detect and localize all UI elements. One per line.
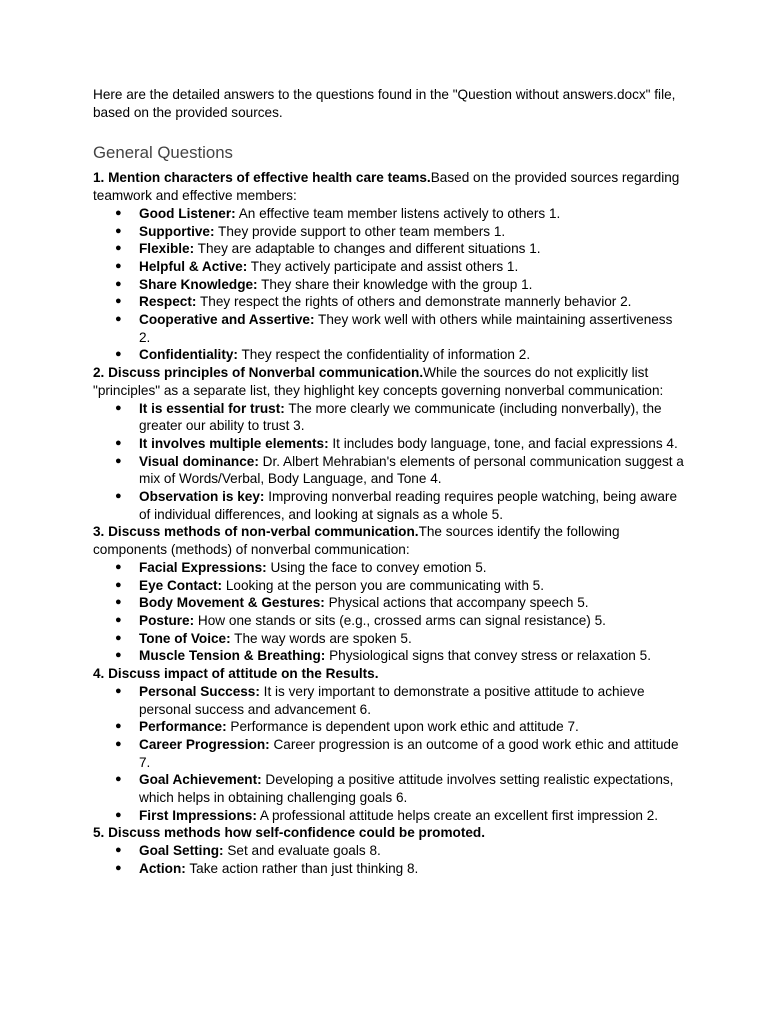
bullet-icon: ● xyxy=(115,277,122,290)
item-term: Supportive: xyxy=(139,223,215,239)
item-description: They share their knowledge with the group 1. xyxy=(257,276,533,292)
list-item xyxy=(115,683,685,718)
item-term: Share Knowledge: xyxy=(139,276,258,292)
item-description: It is very important to demonstrate a positive attitude to achieve personal success and advancement 6. xyxy=(139,683,645,717)
list-item xyxy=(115,400,685,435)
answer-list xyxy=(93,683,685,825)
list-item xyxy=(115,488,685,523)
item-term: Confidentiality: xyxy=(139,347,238,363)
list-item xyxy=(115,346,685,364)
item-description: How one stands or sits (e.g., crossed arms can signal resistance) 5. xyxy=(194,612,606,628)
item-term: Flexible: xyxy=(139,241,195,257)
bullet-icon: ● xyxy=(115,737,122,750)
bullet-icon: ● xyxy=(115,773,122,786)
bullet-icon: ● xyxy=(115,259,122,272)
item-term: Respect: xyxy=(139,294,197,310)
list-item xyxy=(115,223,685,241)
answer-list xyxy=(93,559,685,665)
bullet-icon: ● xyxy=(115,242,122,255)
bullet-icon: ● xyxy=(115,348,122,361)
list-item xyxy=(115,276,685,294)
item-description: Set and evaluate goals 8. xyxy=(223,843,381,859)
item-description: Developing a positive attitude involves setting realistic expectations, which helps in obtaining challenging goals 6. xyxy=(139,772,674,806)
item-description: It includes body language, tone, and facial expressions 4. xyxy=(328,435,678,451)
item-term: Posture: xyxy=(139,612,195,628)
bullet-icon: ● xyxy=(115,596,122,609)
item-description: Improving nonverbal reading requires people watching, being aware of individual differences, and looking at signals as a whole 5. xyxy=(139,489,678,522)
question-title: 4. Discuss impact of attitude on the Results. xyxy=(93,666,379,682)
item-description: They respect the rights of others and demonstrate mannerly behavior 2. xyxy=(196,294,632,310)
bullet-icon: ● xyxy=(115,684,122,697)
item-term: Eye Contact: xyxy=(139,577,223,593)
item-term: It is essential for trust: xyxy=(139,400,285,416)
bullet-icon: ● xyxy=(115,861,122,874)
intro-paragraph: Here are the detailed answers to the questions found in the "Question without answers.docx" file, based on the provided sources. xyxy=(93,87,676,120)
questions-list xyxy=(93,169,685,877)
question-4 xyxy=(93,665,685,683)
list-item xyxy=(115,771,685,806)
item-term: First Impressions: xyxy=(139,807,257,823)
list-item xyxy=(115,293,685,311)
question-title: 3. Discuss methods of non-verbal communication. xyxy=(93,524,419,540)
list-item xyxy=(115,258,685,276)
answer-list xyxy=(93,400,685,524)
item-description: They provide support to other team members 1. xyxy=(214,223,506,239)
item-description: Career progression is an outcome of a good work ethic and attitude 7. xyxy=(139,736,679,770)
bullet-icon: ● xyxy=(115,401,122,414)
item-description: An effective team member listens actively to others 1. xyxy=(235,205,561,221)
item-description: Dr. Albert Mehrabian's elements of personal communication suggest a mix of Words/Verbal, Body Language, and Tone 4. xyxy=(139,453,684,487)
question-title: 2. Discuss principles of Nonverbal communication. xyxy=(93,365,424,381)
item-term: Action: xyxy=(139,860,186,876)
question-text: The sources identify the following components (methods) of nonverbal communication: xyxy=(93,524,620,558)
item-description: They respect the confidentiality of information 2. xyxy=(237,347,531,363)
list-item xyxy=(115,718,685,736)
answer-list xyxy=(93,205,685,364)
item-term: Muscle Tension & Breathing: xyxy=(139,648,326,664)
item-term: Helpful & Active: xyxy=(139,258,248,274)
item-description: Performance is dependent upon work ethic and attitude 7. xyxy=(226,719,579,735)
list-item xyxy=(115,612,685,630)
item-term: Good Listener: xyxy=(139,205,236,221)
list-item xyxy=(115,807,685,825)
item-term: Career Progression: xyxy=(139,736,270,752)
item-description: Take action rather than just thinking 8. xyxy=(185,860,419,876)
item-description: Looking at the person you are communicating with 5. xyxy=(222,577,544,593)
list-item xyxy=(115,205,685,223)
list-item xyxy=(115,435,685,453)
bullet-icon: ● xyxy=(115,631,122,644)
list-item xyxy=(115,594,685,612)
item-description: A professional attitude helps create an excellent first impression 2. xyxy=(256,807,659,823)
item-term: Observation is key: xyxy=(139,489,265,505)
item-description: Physiological signs that convey stress or relaxation 5. xyxy=(325,648,651,664)
question-2 xyxy=(93,364,685,399)
answer-list xyxy=(93,842,685,877)
bullet-icon: ● xyxy=(115,436,122,449)
bullet-icon: ● xyxy=(115,313,122,326)
list-item xyxy=(115,647,685,665)
item-description: Using the face to convey emotion 5. xyxy=(266,559,487,575)
item-description: The way words are spoken 5. xyxy=(230,630,412,646)
question-title: 1. Mention characters of effective health care teams. xyxy=(93,170,431,186)
bullet-icon: ● xyxy=(115,206,122,219)
list-item xyxy=(115,630,685,648)
bullet-icon: ● xyxy=(115,454,122,467)
item-description: They work well with others while maintaining assertiveness 2. xyxy=(139,312,673,345)
list-item xyxy=(115,577,685,595)
item-description: They are adaptable to changes and different situations 1. xyxy=(194,241,541,257)
item-term: Personal Success: xyxy=(139,683,260,699)
list-item xyxy=(115,240,685,258)
bullet-icon: ● xyxy=(115,560,122,573)
list-item xyxy=(115,559,685,577)
bullet-icon: ● xyxy=(115,808,122,821)
item-term: Visual dominance: xyxy=(139,453,259,469)
section-heading: General Questions xyxy=(93,143,233,163)
list-item xyxy=(115,311,685,346)
item-term: Goal Achievement: xyxy=(139,772,262,788)
list-item xyxy=(115,736,685,771)
question-5 xyxy=(93,824,685,842)
list-item xyxy=(115,860,685,878)
item-term: Cooperative and Assertive: xyxy=(139,312,315,328)
item-description: They actively participate and assist others 1. xyxy=(247,258,519,274)
question-text: Based on the provided sources regarding teamwork and effective members: xyxy=(93,170,680,204)
bullet-icon: ● xyxy=(115,613,122,626)
question-1 xyxy=(93,169,685,204)
question-3 xyxy=(93,523,685,558)
bullet-icon: ● xyxy=(115,578,122,591)
bullet-icon: ● xyxy=(115,295,122,308)
item-description: Physical actions that accompany speech 5. xyxy=(324,595,589,611)
bullet-icon: ● xyxy=(115,490,122,503)
item-term: It involves multiple elements: xyxy=(139,435,329,451)
item-term: Facial Expressions: xyxy=(139,559,267,575)
item-term: Tone of Voice: xyxy=(139,630,231,646)
bullet-icon: ● xyxy=(115,844,122,857)
question-text: While the sources do not explicitly list "principles" as a separate list, they highlight key concepts governing nonverbal communication: xyxy=(93,365,664,398)
document-page xyxy=(93,86,685,878)
item-term: Performance: xyxy=(139,719,227,735)
list-item xyxy=(115,842,685,860)
item-term: Goal Setting: xyxy=(139,843,224,859)
list-item xyxy=(115,453,685,488)
item-description: The more clearly we communicate (including nonverbally), the greater our ability to trust 3. xyxy=(139,400,662,434)
bullet-icon: ● xyxy=(115,649,122,662)
bullet-icon: ● xyxy=(115,224,122,237)
question-title: 5. Discuss methods how self-confidence could be promoted. xyxy=(93,825,486,841)
bullet-icon: ● xyxy=(115,720,122,733)
item-term: Body Movement & Gestures: xyxy=(139,595,325,611)
